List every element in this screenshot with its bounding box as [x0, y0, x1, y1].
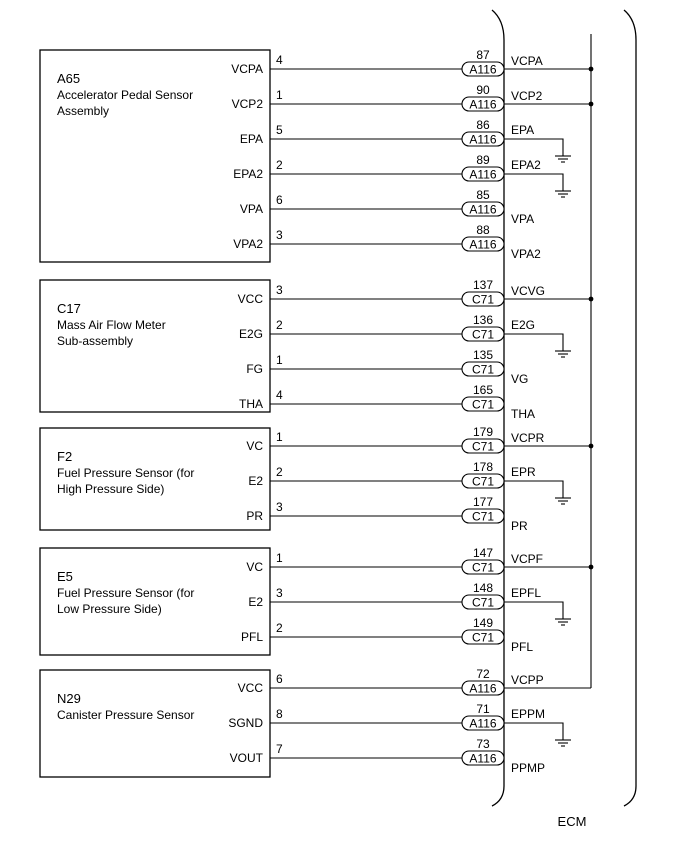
connector-code: A116 [469, 751, 497, 766]
ecm-pin-number: 177 [472, 495, 494, 509]
component-id: A65 [57, 71, 81, 86]
ecm-signal-name: E2G [511, 318, 536, 332]
connector-code: A116 [469, 237, 497, 252]
pin-name: VCC [237, 292, 263, 306]
junction-dot [589, 67, 594, 72]
pin-name: SGND [228, 716, 263, 730]
ecm-signal-name: VPA [511, 212, 535, 226]
connector-code: C71 [471, 362, 495, 377]
ground-icon [555, 351, 571, 357]
pin-name: EPA2 [233, 167, 263, 181]
ecm-signal-name: EPA2 [511, 158, 541, 172]
pin-name: EPA [239, 132, 263, 146]
ecm-signal-name: PFL [511, 640, 534, 654]
ecm-signal-name: VCPP [511, 673, 544, 687]
junction-dot [589, 297, 594, 302]
pin-name: E2 [248, 474, 263, 488]
pin-name: VPA2 [233, 237, 263, 251]
pin-name: VC [246, 439, 263, 453]
component-id: E5 [57, 569, 73, 584]
ecm-pin-number: 86 [476, 118, 490, 132]
component-title-line: Sub-assembly [57, 334, 134, 348]
connector-code: A116 [469, 716, 497, 731]
wire-vcpf [246, 546, 593, 574]
ecm-pin-number: 136 [472, 313, 494, 327]
component-e5 [40, 546, 593, 655]
ecm-pin-number: 137 [472, 278, 494, 292]
pin-name: VCP2 [231, 97, 263, 111]
wire-epa2 [233, 153, 571, 197]
ground-icon [555, 191, 571, 197]
wire-vpa [240, 188, 534, 226]
ground-icon [555, 498, 571, 504]
ecm-right-edge [624, 10, 636, 806]
pin-name: VC [246, 560, 263, 574]
pin-name: VOUT [229, 751, 263, 765]
ground-link [504, 481, 563, 498]
ecm-signal-name: VCPA [511, 54, 543, 68]
ecm-signal-name: VCVG [511, 284, 546, 298]
pin-number: 2 [276, 465, 283, 479]
pin-number: 3 [276, 500, 283, 514]
ecm-pin-number: 88 [476, 223, 490, 237]
wire-eppm [228, 702, 571, 746]
component-n29 [40, 667, 591, 777]
connector-code: C71 [471, 474, 495, 489]
component-c17 [40, 278, 593, 421]
ecm-pin-number: 85 [476, 188, 490, 202]
connector-code: C71 [471, 595, 495, 610]
junction-dot [589, 444, 594, 449]
wire-e2g [239, 313, 571, 357]
connector-code: A116 [469, 62, 497, 77]
component-title-line: Mass Air Flow Meter [57, 318, 166, 332]
ecm-signal-name: VPA2 [511, 247, 541, 261]
junction-dot [589, 565, 594, 570]
ecm-signal-name: EPFL [511, 586, 542, 600]
pin-number: 6 [276, 672, 283, 686]
ecm-signal-name: EPA [511, 123, 535, 137]
ecm-pin-number: 165 [472, 383, 494, 397]
component-title-line: High Pressure Side) [57, 482, 165, 496]
ground-icon [555, 619, 571, 625]
pin-number: 5 [276, 123, 283, 137]
component-title-line: Canister Pressure Sensor [57, 708, 195, 722]
connector-code: A116 [469, 97, 497, 112]
junction-dot [589, 102, 594, 107]
pin-number: 1 [276, 551, 283, 565]
pin-number: 3 [276, 586, 283, 600]
connector-code: C71 [471, 439, 495, 454]
pin-name: PR [246, 509, 263, 523]
component-id: C17 [57, 301, 81, 316]
ground-link [504, 602, 563, 619]
component-f2 [40, 425, 593, 533]
wire-vcpr [246, 425, 593, 453]
ecm-pin-number: 90 [476, 83, 490, 97]
wire-epa [240, 118, 571, 162]
ecm-pin-number: 148 [472, 581, 494, 595]
ecm-signal-name: EPPM [511, 707, 546, 721]
component-id: N29 [57, 691, 81, 706]
pin-number: 4 [276, 53, 283, 67]
ecm-signal-name: VCPF [511, 552, 544, 566]
component-title-line: Low Pressure Side) [57, 602, 162, 616]
pin-number: 6 [276, 193, 283, 207]
pin-number: 8 [276, 707, 283, 721]
pin-name: E2 [248, 595, 263, 609]
pin-name: VPA [239, 202, 263, 216]
pin-name: VCPA [231, 62, 263, 76]
connector-code: C71 [471, 327, 495, 342]
ground-link [504, 723, 563, 740]
connector-code: C71 [471, 560, 495, 575]
ecm-pin-number: 178 [472, 460, 494, 474]
ecm-signal-name: THA [511, 407, 535, 421]
connector-code: A116 [469, 681, 497, 696]
connector-code: C71 [471, 630, 495, 645]
wire-vcpp [238, 667, 591, 695]
connector-code: C71 [471, 509, 495, 524]
ecm-pin-number: 73 [476, 737, 490, 751]
component-title-line: Fuel Pressure Sensor (for [57, 466, 195, 480]
connector-code: A116 [469, 132, 497, 147]
pin-number: 3 [276, 283, 283, 297]
pin-number: 1 [276, 430, 283, 444]
component-a65 [40, 48, 593, 262]
connector-code: C71 [471, 397, 495, 412]
ecm-label: ECM [557, 814, 587, 829]
wire-ppmp [230, 737, 545, 775]
ecm-pin-number: 147 [472, 546, 494, 560]
ecm-signal-name: PPMP [511, 761, 546, 775]
pin-number: 7 [276, 742, 283, 756]
connector-code: A116 [469, 167, 497, 182]
wire-vcpa [231, 48, 593, 76]
ground-icon [555, 156, 571, 162]
ecm-signal-name: EPR [511, 465, 536, 479]
wire-tha [239, 383, 535, 421]
wire-vpa2 [233, 223, 541, 261]
ecm-pin-number: 71 [476, 702, 490, 716]
pin-name: E2G [238, 327, 263, 341]
wire-vg [246, 348, 528, 386]
component-title-line: Accelerator Pedal Sensor [57, 88, 194, 102]
pin-name: THA [239, 397, 263, 411]
connector-code: A116 [469, 202, 497, 217]
ground-link [504, 174, 563, 191]
ecm-pin-number: 179 [472, 425, 494, 439]
pin-number: 1 [276, 88, 283, 102]
ecm-pin-number: 149 [472, 616, 494, 630]
connector-code: C71 [471, 292, 495, 307]
pin-name: PFL [240, 630, 263, 644]
wire-epfl [248, 581, 571, 625]
wire-epr [248, 460, 571, 504]
ground-link [504, 139, 563, 156]
ecm-signal-name: VG [511, 372, 529, 386]
component-id: F2 [57, 449, 73, 464]
ecm-pin-number: 89 [476, 153, 490, 167]
ecm-pin-number: 72 [476, 667, 490, 681]
pin-number: 2 [276, 621, 283, 635]
wire-pfl [241, 616, 533, 654]
pin-number: 4 [276, 388, 283, 402]
component-title-line: Fuel Pressure Sensor (for [57, 586, 195, 600]
pin-number: 2 [276, 158, 283, 172]
component-title-line: Assembly [57, 104, 110, 118]
ecm-pin-number: 135 [472, 348, 494, 362]
pin-number: 1 [276, 353, 283, 367]
ecm-pin-number: 87 [476, 48, 490, 62]
ecm-signal-name: VCP2 [511, 89, 543, 103]
wire-pr [246, 495, 528, 533]
ecm-signal-name: PR [511, 519, 528, 533]
ground-link [504, 334, 563, 351]
wire-vcp2 [232, 83, 594, 111]
wire-vcvg [238, 278, 594, 306]
pin-number: 3 [276, 228, 283, 242]
pin-name: FG [246, 362, 263, 376]
ecm-signal-name: VCPR [511, 431, 545, 445]
pin-name: VCC [237, 681, 263, 695]
pin-number: 2 [276, 318, 283, 332]
ground-icon [555, 740, 571, 746]
